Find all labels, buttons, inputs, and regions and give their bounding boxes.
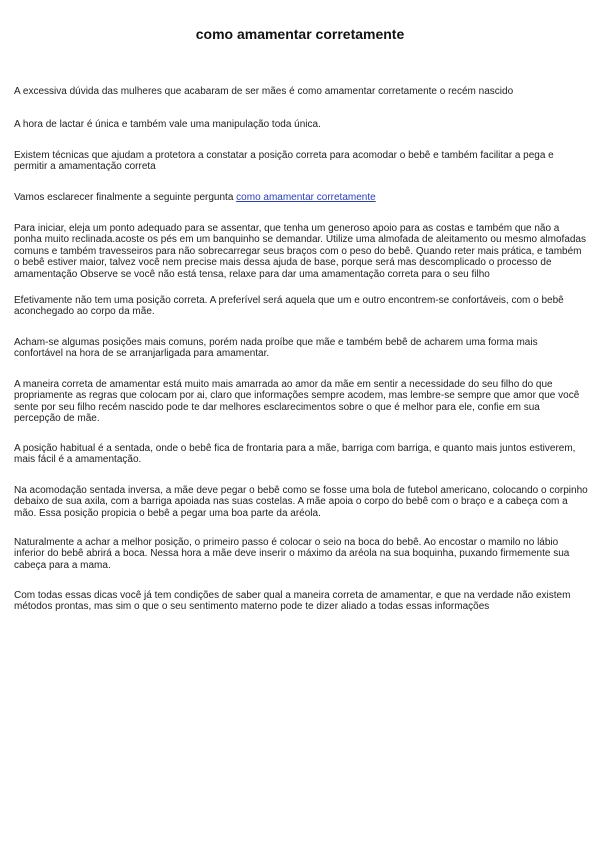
paragraph-lactation: A hora de lactar é única e também vale uma manipulação toda única. <box>14 119 321 130</box>
paragraph-techniques: Existem técnicas que ajudam a protetora a constatar a posição correta para acomodar o bebê e também facilitar a pega e permitir a amamentação correta <box>14 150 554 173</box>
paragraph-common-positions: Acham-se algumas posições mais comuns, porém nada proíbe que mãe e também bebê de acharem uma forma mais confortável na hora de se arranjarligada para amamentar. <box>14 337 538 360</box>
article-link[interactable]: como amamentar corretamente <box>236 192 376 203</box>
paragraph-latch: Naturalmente a achar a melhor posição, o primeiro passo é colocar o seio na boca do bebê. Ao encostar o mamilo no lábio inferior do bebê abrirá a boca. Nessa hora a mãe deve inserir o máximo da aréola na sua boquinha, puxando firmemente sua cabeça para a mama. <box>14 537 570 571</box>
page-title: como amamentar corretamente <box>195 26 405 42</box>
paragraph-mother-love: A maneira correta de amamentar está muito mais amarrada ao amor da mãe em sentir a necessidade do seu filho do que propriamente as regras que colocam por ai, claro que informações sempre acodem, mas lembre-se sempre que amor que você sente por seu filho recém nascido pode te dar melhores esclarecimentos sobre o que é melhor para ele, confie em sua percepção de mãe. <box>14 379 580 425</box>
paragraph-no-correct-position: Efetivamente não tem uma posição correta. A preferível será aquela que um e outro encontrem-se confortáveis, com o bebê aconchegado ao corpo da mãe. <box>14 295 564 318</box>
paragraph-inverse-position: Na acomodação sentada inversa, a mãe deve pegar o bebê como se fosse uma bola de futebol americano, colocando o corpinho debaixo de sua axila, com a barriga apoiada nas suas costelas. A mãe apoia o corpo do bebê com o braço e a cabeça com a mão. Essa posição propicia o bebê a pegar uma boa parte da aréola. <box>14 485 588 519</box>
paragraph-question-text: Vamos esclarecer finalmente a seguinte pergunta <box>14 192 237 203</box>
paragraph-starting: Para iniciar, eleja um ponto adequado para se assentar, que tenha um generoso apoio para as costas e também que não a ponha muito reclinada.acoste os pés em um banquinho se demandar. Utilize uma almofada de aleitamento ou mesmo almofadas comuns e também travesseiros para não sobrecarregar seus braços com o peso do bebê. Quando reter mais prática, e também o bebê estiver maior, talvez você nem precise mais dessa ajuda de base, porque será mas descomplicado o processo de amamentação Observe se você não está tensa, relaxe para dar uma amamentação correta para o seu filho <box>14 223 586 280</box>
paragraph-question <box>14 192 588 203</box>
paragraph-intro: A excessiva dúvida das mulheres que acabaram de ser mães é como amamentar corretamente o recém nascido <box>14 86 514 97</box>
paragraph-sitting-position: A posição habitual é a sentada, onde o bebê fica de frontaria para a mãe, barriga com barriga, e quanto mais juntos estiverem, mais fácil é a amamentação. <box>14 443 576 466</box>
paragraph-conclusion: Com todas essas dicas você já tem condições de saber qual a maneira correta de amamentar, e que na verdade não existem métodos prontas, mas sim o que o seu sentimento materno pode te dizer aliado a todas essas informações <box>14 590 571 613</box>
